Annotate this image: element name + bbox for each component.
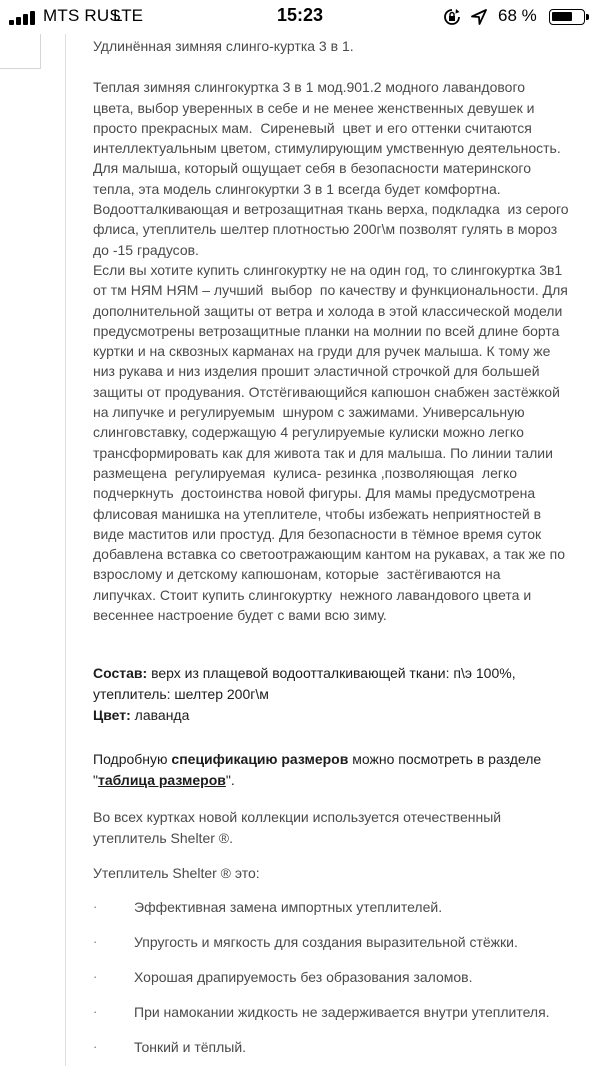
color-label: Цвет: <box>93 707 131 724</box>
description-line: Теплая зимняя слингокуртка 3 в 1 мод.901.2 модного лавандового <box>93 79 526 96</box>
description-line: от тм НЯМ НЯМ – лучший выбор по качеству и функциональности. Для <box>93 282 568 299</box>
composition-block <box>93 663 593 726</box>
description-line: Для малыша, который ощущает себя в безопасности материнского <box>93 160 531 177</box>
description-line: низ рукава и низ изделия прошит эластичной строчкой для большей <box>93 363 540 380</box>
description-line: флиса, утеплитель шелтер плотностью 200г\м позволят гулять в мороз <box>93 221 558 238</box>
feature-text: Тонкий и тёплый. <box>134 1039 247 1056</box>
size-quote-close: ". <box>225 772 235 789</box>
content-divider <box>65 34 66 1066</box>
color-value: лаванда <box>130 707 190 724</box>
insulation-heading: Утеплитель Shelter ® это: <box>93 865 260 882</box>
description-line: весеннее настроение будет с вами всю зиму. <box>93 607 387 624</box>
carrier-name: MTS RUS <box>43 6 121 25</box>
description-line: виде маститов или простуд. Для безопасности в тёмное время суток <box>93 525 542 542</box>
description-line: липучках. Стоит купить слингокуртку нежного лавандового цвета и <box>93 586 532 603</box>
features-list <box>93 897 593 1072</box>
insulation-notice-2: утеплитель Shelter ®. <box>93 830 233 847</box>
description-line: трансформировать как для живота так и для малыша. По линии талии <box>93 444 553 461</box>
description-line: дополнительной защиты от ветра и холода в этой классической модели <box>93 302 563 319</box>
composition-text-1: верх из плащевой водоотталкивающей ткани: п\э 100%, <box>147 665 516 682</box>
description-line: интеллектуальным цветом, стимулирующим умственную деятельность. <box>93 140 561 157</box>
status-bar <box>0 0 600 34</box>
battery-fill <box>552 12 572 21</box>
description-line: до -15 градусов. <box>93 241 199 258</box>
list-item <box>93 932 593 967</box>
size-quote-open: " <box>93 772 98 789</box>
feature-text: При намокании жидкость не задерживается внутри утеплителя. <box>134 1004 550 1021</box>
orientation-lock-icon <box>443 8 461 26</box>
description-line: взрослому и детскому капюшонам, которые застёгиваются на <box>93 566 501 583</box>
description-line: подчеркнуть достоинства новой фигуры. Для мамы предусмотрена <box>93 485 536 502</box>
size-spec-paragraph <box>93 749 593 791</box>
size-table-link[interactable]: таблица размеров <box>97 772 226 789</box>
composition-label: Состав: <box>93 665 148 682</box>
product-description <box>93 36 593 1072</box>
description-line: размещена регулируемая кулиса- резинка ,позволяющая легко <box>93 464 518 481</box>
side-panel-edge[interactable] <box>0 34 41 69</box>
insulation-notice-1: Во всех куртках новой коллекции используется отечественный <box>93 809 502 826</box>
description-line: куртки и на сквозных карманах на груди для ручек малыша. К тому же <box>93 343 551 360</box>
status-time: 15:23 <box>276 5 324 25</box>
description-text <box>93 77 593 625</box>
description-line: цвета, выбор уверенных в себе и не менее женственных девушек и <box>93 99 535 116</box>
description-line: на липучке и регулируемым шнуром с зажимами. Универсальную <box>93 404 525 421</box>
network-type: LTE <box>113 6 143 25</box>
description-line: тепла, эта модель слингокуртки 3 в 1 всегда будет комфортна. <box>93 180 501 197</box>
description-line: слинговставку, содержащую 4 регулируемые кулиски можно легко <box>93 424 524 441</box>
description-line: добавлена вставка со светоотражающим кантом на рукавах, а так же по <box>93 546 565 563</box>
description-line: предусмотрены ветрозащитные планки на молнии по всей длине борта <box>93 322 560 339</box>
description-line: флисовая манишка на утеплителе, чтобы избежать неприятностей в <box>93 505 542 522</box>
insulation-notice <box>93 807 593 849</box>
bullet-icon: · <box>93 899 98 915</box>
description-line: просто прекрасных мам. Сиреневый цвет и его оттенки считаются <box>93 119 532 136</box>
feature-text: Упругость и мягкость для создания выразительной стёжки. <box>134 934 518 951</box>
bullet-icon: · <box>93 1004 98 1020</box>
article-title: Удлинённая зимняя слинго-куртка 3 в 1. <box>93 38 354 54</box>
battery-percent: 68 % <box>498 6 537 25</box>
size-suffix: можно посмотреть в разделе <box>348 751 542 768</box>
bullet-icon: · <box>93 1039 98 1055</box>
size-spec-bold: спецификацию размеров <box>171 751 349 768</box>
description-line: Если вы хотите купить слингокуртку не на один год, то слингокуртка 3в1 <box>93 261 563 278</box>
feature-text: Эффективная замена импортных утеплителей. <box>134 899 443 916</box>
size-prefix: Подробную <box>93 751 172 768</box>
battery-icon <box>549 9 585 25</box>
bullet-icon: · <box>93 969 98 985</box>
list-item <box>93 967 593 1002</box>
feature-text: Хорошая драпируемость без образования заломов. <box>134 969 473 986</box>
composition-text-2: утеплитель: шелтер 200г\м <box>93 686 269 703</box>
list-item <box>93 1002 593 1037</box>
description-line: защиты от продувания. Отстёгивающийся капюшон снабжен застёжкой <box>93 383 560 400</box>
description-line: Водоотталкивающая и ветрозащитная ткань верха, подкладка из серого <box>93 201 569 218</box>
bullet-icon: · <box>93 934 98 950</box>
list-item <box>93 1037 593 1072</box>
location-arrow-icon <box>471 9 487 25</box>
list-item <box>93 897 593 932</box>
